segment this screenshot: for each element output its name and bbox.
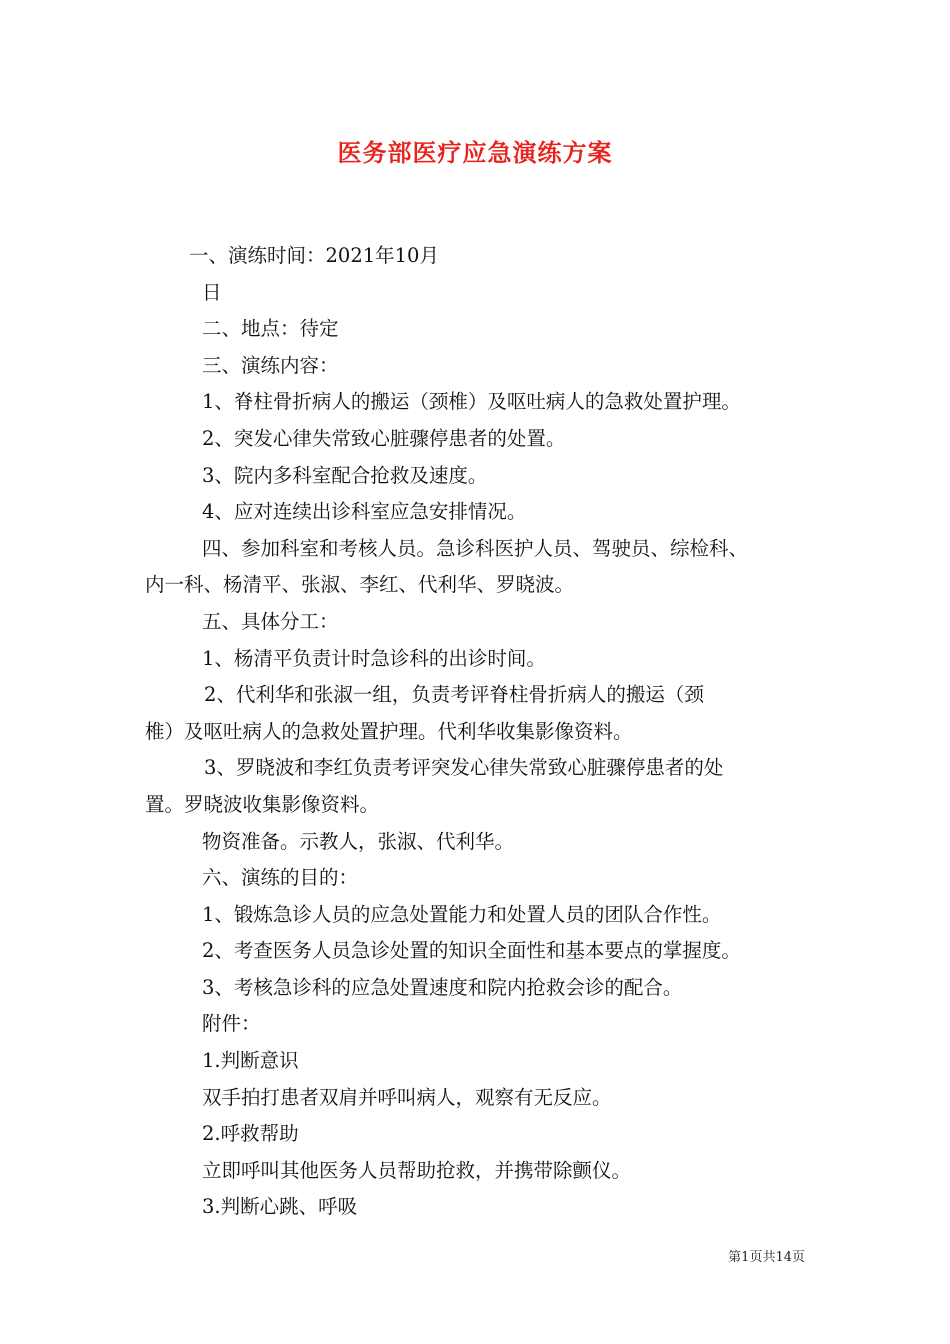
document-title: 医务部医疗应急演练方案: [337, 138, 613, 167]
paragraph-line: 六、演练的目的：: [202, 866, 359, 890]
paragraph-line: 立即呼叫其他医务人员帮助抢救，并携带除颤仪。: [202, 1158, 632, 1182]
paragraph-line: 2、考查医务人员急诊处置的知识全面性和基本要点的掌握度。: [202, 939, 741, 963]
page-number: 第1页共14页: [728, 1250, 805, 1265]
paragraph-line: 2.呼救帮助: [202, 1122, 299, 1146]
paragraph-line: 4、应对连续出诊科室应急安排情况。: [202, 500, 527, 524]
paragraph-line: 四、参加科室和考核人员。急诊科医护人员、驾驶员、综检科、: [202, 536, 749, 560]
paragraph-line: 椎）及呕吐病人的急救处置护理。代利华收集影像资料。: [145, 719, 633, 743]
paragraph-line: 1、脊柱骨折病人的搬运（颈椎）及呕吐病人的急救处置护理。: [202, 390, 741, 414]
paragraph-line: 2、突发心律失常致心脏骤停患者的处置。: [202, 426, 566, 450]
paragraph-line: 置。罗晓波收集影像资料。: [145, 792, 380, 816]
paragraph-line: 一、演练时间：2021年10月: [189, 244, 439, 267]
paragraph-line: 3.判断心跳、呼吸: [202, 1195, 358, 1219]
paragraph-line: 内一科、杨清平、张淑、李红、代利华、罗晓波。: [145, 573, 575, 597]
paragraph-line: 五、具体分工：: [202, 609, 339, 633]
paragraph-line: 二、地点：待定: [202, 317, 339, 341]
paragraph-line: 1、锻炼急诊人员的应急处置能力和处置人员的团队合作性。: [202, 902, 722, 926]
paragraph-line: 2、代利华和张淑一组，负责考评脊柱骨折病人的搬运（颈: [204, 683, 704, 707]
paragraph-line: 3、院内多科室配合抢救及速度。: [202, 463, 488, 487]
paragraph-line: 3、罗晓波和李红负责考评突发心律失常致心脏骤停患者的处: [204, 756, 724, 780]
paragraph-line: 物资准备。示教人，张淑、代利华。: [202, 829, 515, 853]
paragraph-line: 1.判断意识: [202, 1049, 299, 1073]
paragraph-line: 3、考核急诊科的应急处置速度和院内抢救会诊的配合。: [202, 975, 683, 999]
paragraph-line: 1、杨清平负责计时急诊科的出诊时间。: [202, 646, 546, 670]
paragraph-line: 日: [202, 280, 222, 304]
document-body: [145, 238, 815, 1226]
paragraph-line: 双手拍打患者双肩并呼叫病人，观察有无反应。: [202, 1085, 612, 1109]
paragraph-line: 附件：: [202, 1012, 261, 1036]
paragraph-line: 三、演练内容：: [202, 353, 339, 377]
